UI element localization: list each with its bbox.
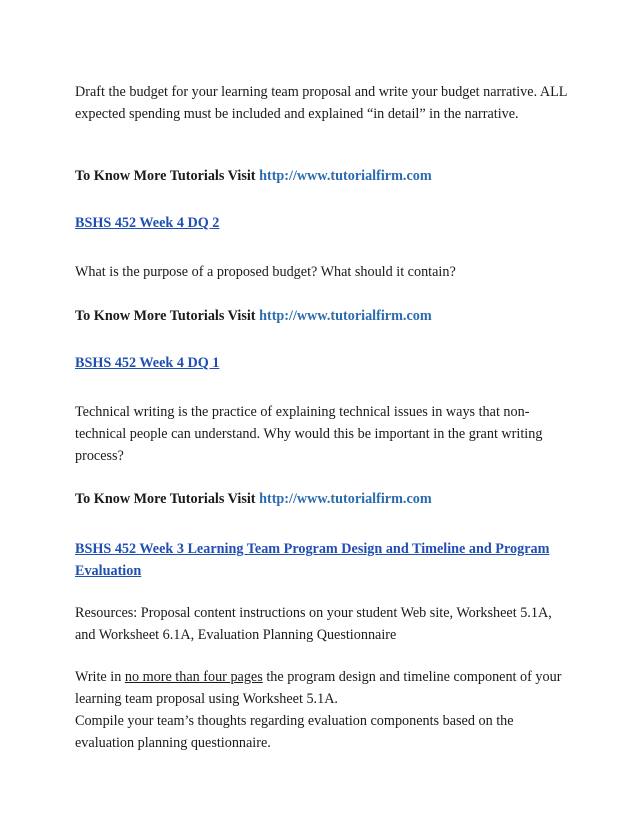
tutorials-link[interactable]: http://www.tutorialfirm.com [259, 308, 432, 324]
week4-dq1-link[interactable]: BSHS 452 Week 4 DQ 1 [75, 355, 220, 371]
instructions-line-1 [75, 666, 575, 710]
tutorials-line-3 [75, 488, 575, 510]
budget-paragraph [75, 81, 575, 125]
week3-resources [75, 602, 575, 646]
week4-dq2-link[interactable]: BSHS 452 Week 4 DQ 2 [75, 215, 220, 231]
resources-text: Resources: Proposal content instructions on your student Web site, Worksheet 5.1A, and Worksheet 6.1A, Evaluation Planning Questionnaire [75, 605, 552, 643]
week4-dq2-body [75, 261, 575, 283]
page-limit-text: no more than four pages [124, 669, 263, 685]
week4-dq1-body [75, 401, 575, 467]
tutorials-line-1 [75, 165, 575, 187]
dq2-text: What is the purpose of a proposed budget? What should it contain? [75, 264, 456, 280]
week3-instructions [75, 666, 575, 754]
budget-text: Draft the budget for your learning team proposal and write your budget narrative. ALL expected spending must be included and explained “in detail” in the narrative. [75, 84, 567, 122]
tutorials-label: To Know More Tutorials Visit [75, 308, 260, 324]
week3-link[interactable]: BSHS 452 Week 3 Learning Team Program Design and Timeline and Program Evaluation [75, 541, 550, 579]
week4-dq2-heading[interactable] [75, 212, 575, 234]
write-rest-text: the program design and timeline component of your learning team proposal using Worksheet 5.1A. [75, 669, 562, 707]
tutorials-link[interactable]: http://www.tutorialfirm.com [259, 491, 432, 507]
tutorials-label: To Know More Tutorials Visit [75, 168, 260, 184]
compile-text: Compile your team’s thoughts regarding evaluation components based on the evaluation planning questionnaire. [75, 713, 514, 751]
tutorials-label: To Know More Tutorials Visit [75, 491, 260, 507]
tutorials-line-2 [75, 305, 575, 327]
week3-heading[interactable] [75, 538, 575, 582]
dq1-text: Technical writing is the practice of explaining technical issues in ways that non-technical people can understand. Why would this be important in the grant writing process? [75, 404, 543, 464]
tutorials-link[interactable]: http://www.tutorialfirm.com [259, 168, 432, 184]
week4-dq1-heading[interactable] [75, 352, 575, 374]
write-in-label: Write in [75, 669, 122, 685]
